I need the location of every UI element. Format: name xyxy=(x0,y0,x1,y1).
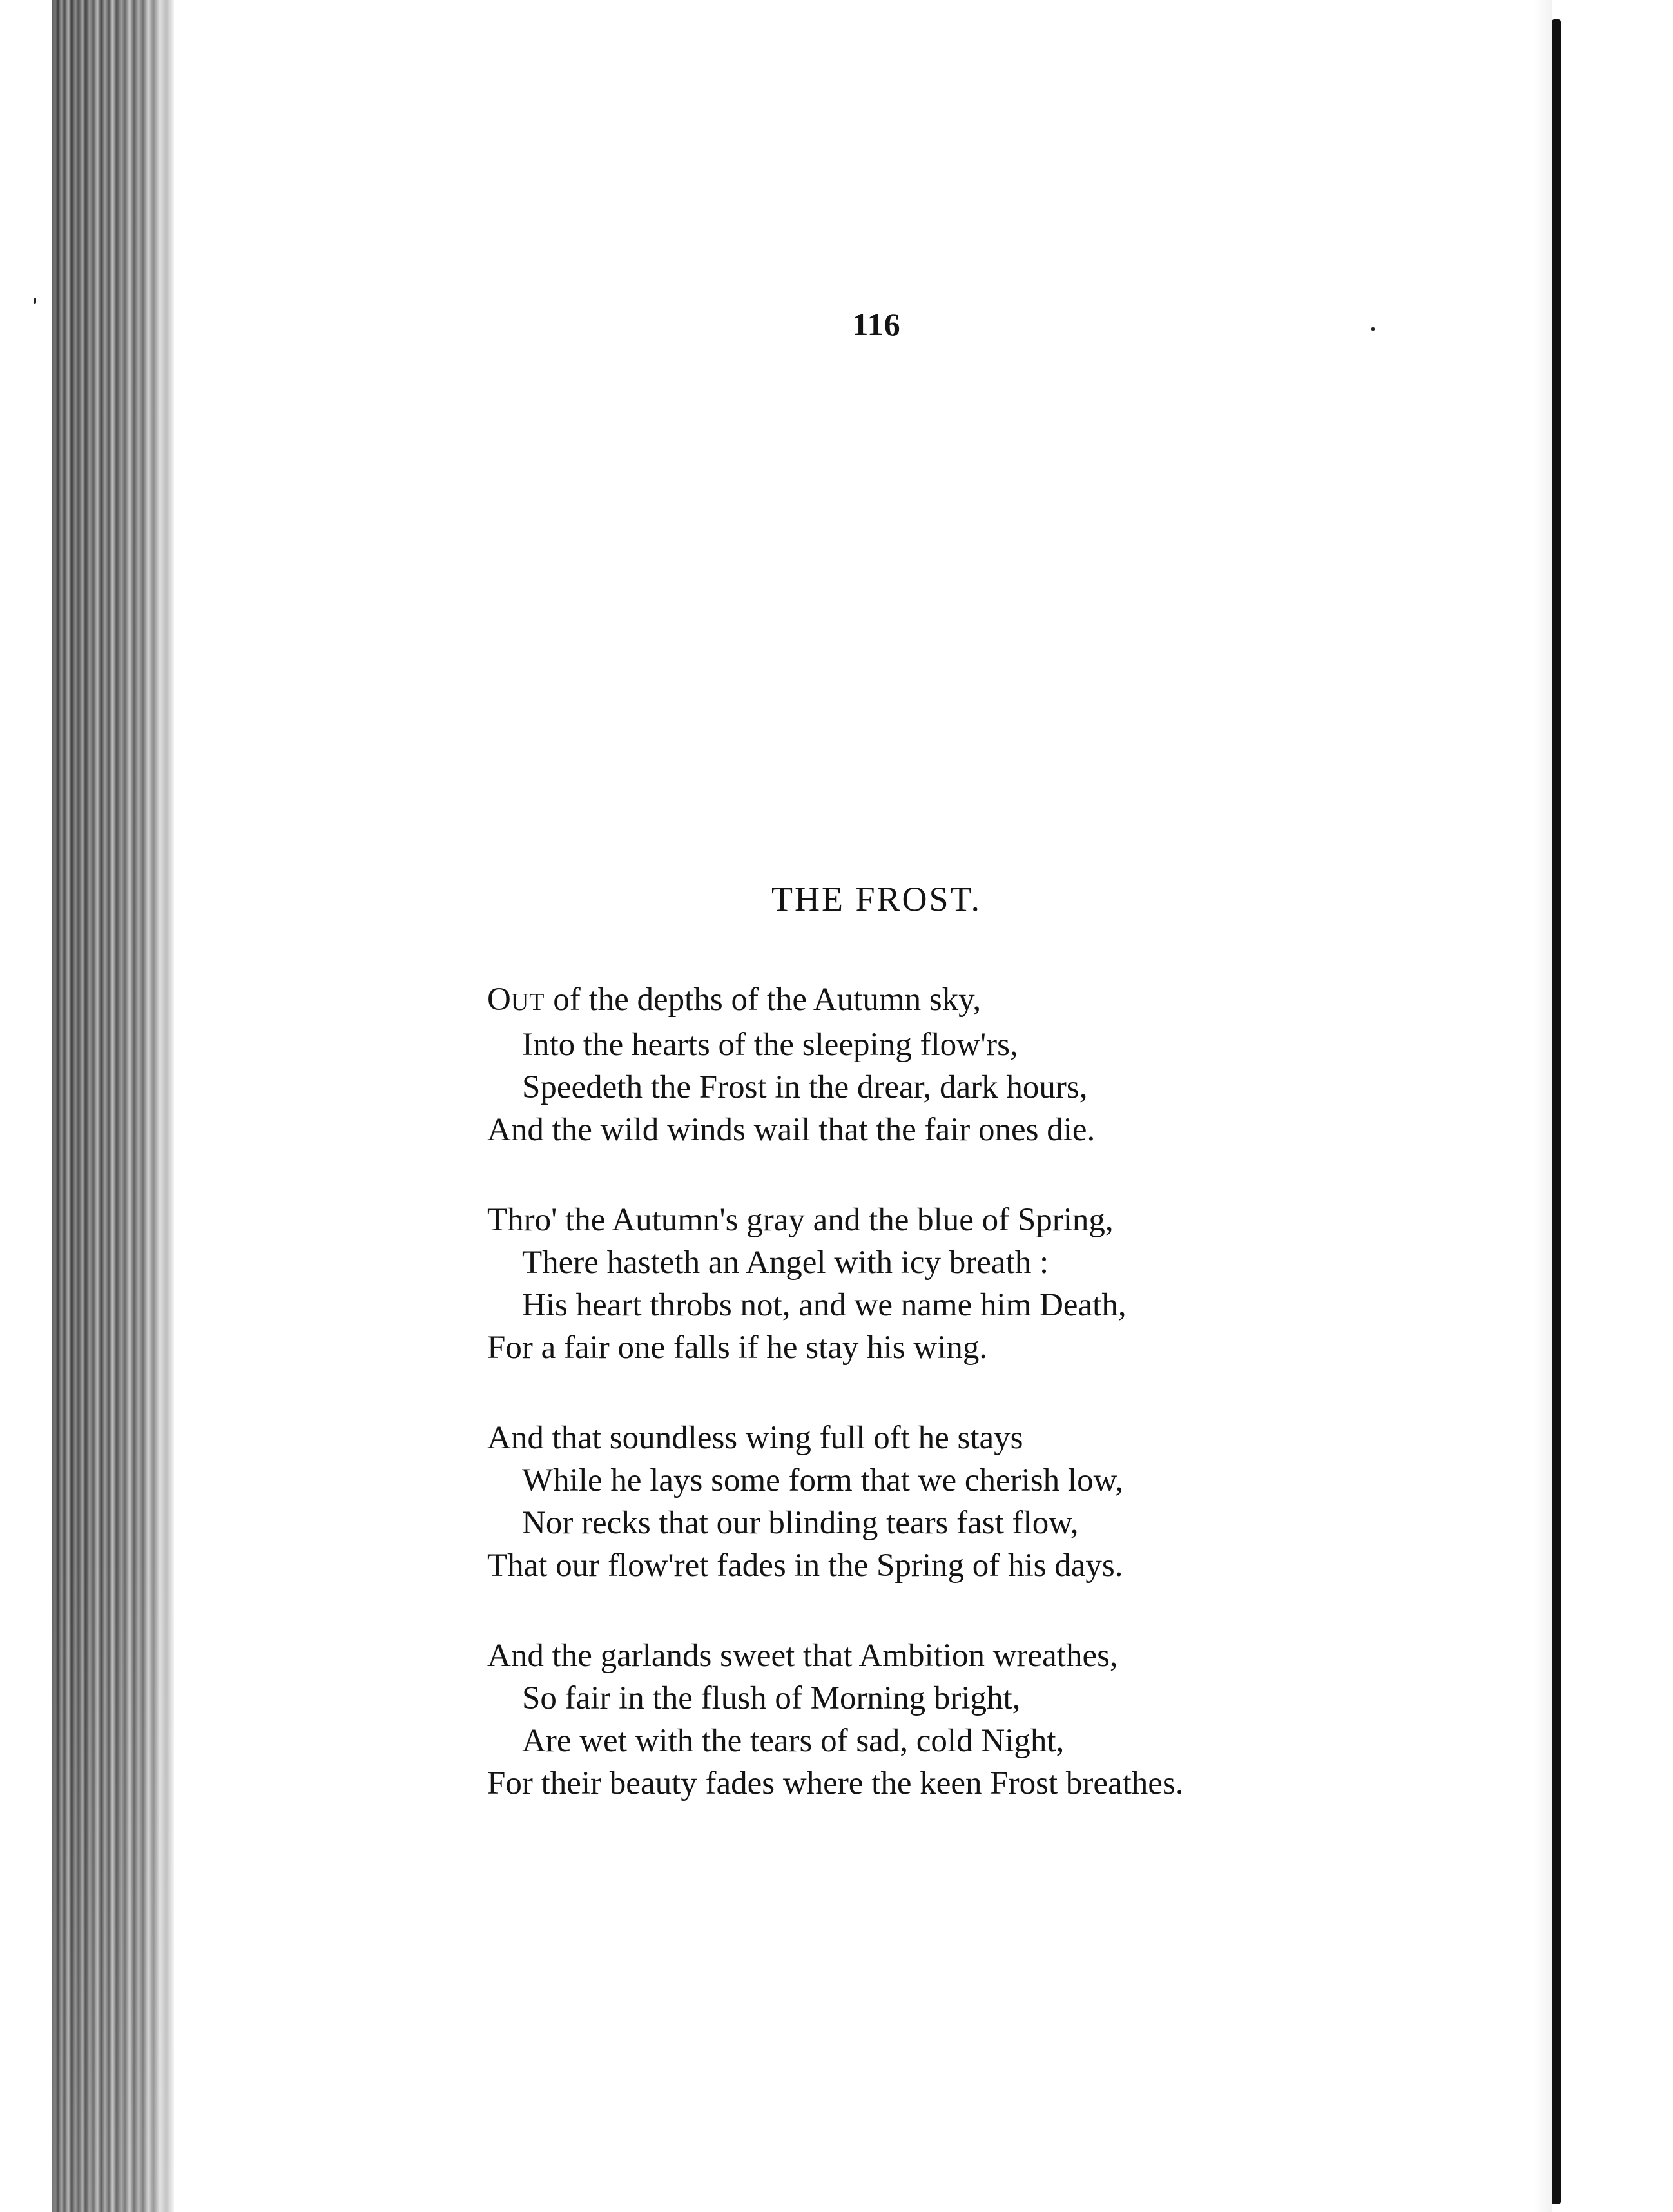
next-page-edge xyxy=(1552,19,1561,2204)
poem-line: That our flow'ret fades in the Spring of his days. xyxy=(487,1547,1123,1584)
poem-line: So fair in the flush of Morning bright, xyxy=(522,1680,1021,1716)
page-number: 116 xyxy=(852,306,901,342)
right-page-shadow xyxy=(1534,0,1552,2212)
poem-line: And that soundless wing full oft he stays xyxy=(487,1420,1023,1456)
line-remainder: of the depths of the Autumn sky, xyxy=(545,982,982,1018)
poem-line: Into the hearts of the sleeping flow'rs, xyxy=(522,1027,1018,1063)
binding-shade xyxy=(52,0,174,2212)
poem-line: And the garlands sweet that Ambition wreathes, xyxy=(487,1638,1118,1674)
drop-letter: O xyxy=(487,982,511,1018)
poem-line: For a fair one falls if he stay his wing. xyxy=(487,1330,988,1366)
poem-line: His heart throbs not, and we name him Death, xyxy=(522,1287,1127,1323)
poem-line: Thro' the Autumn's gray and the blue of Spring, xyxy=(487,1202,1114,1238)
poem-line: For their beauty fades where the keen Frost breathes. xyxy=(487,1765,1184,1801)
poem-line: Are wet with the tears of sad, cold Night, xyxy=(522,1723,1065,1759)
poem-line: Nor recks that our blinding tears fast flow, xyxy=(522,1505,1079,1541)
small-caps-word: UT xyxy=(510,989,545,1016)
poem-line-first xyxy=(487,978,1325,1024)
stanza-2 xyxy=(487,1199,1325,1369)
poem-line: There hasteth an Angel with icy breath : xyxy=(522,1245,1049,1281)
stanza-1 xyxy=(487,978,1325,1151)
scan-speck xyxy=(1371,327,1375,331)
stanza-3 xyxy=(487,1417,1325,1587)
stanza-4 xyxy=(487,1635,1325,1805)
poem-line: Speedeth the Frost in the drear, dark hours, xyxy=(522,1069,1088,1105)
poem-title: THE FROST. xyxy=(771,880,982,918)
poem-body xyxy=(487,978,1325,1852)
poem-line: While he lays some form that we cherish low, xyxy=(522,1462,1123,1499)
scan-speck xyxy=(34,298,36,304)
poem-line: And the wild winds wail that the fair ones die. xyxy=(487,1112,1096,1148)
